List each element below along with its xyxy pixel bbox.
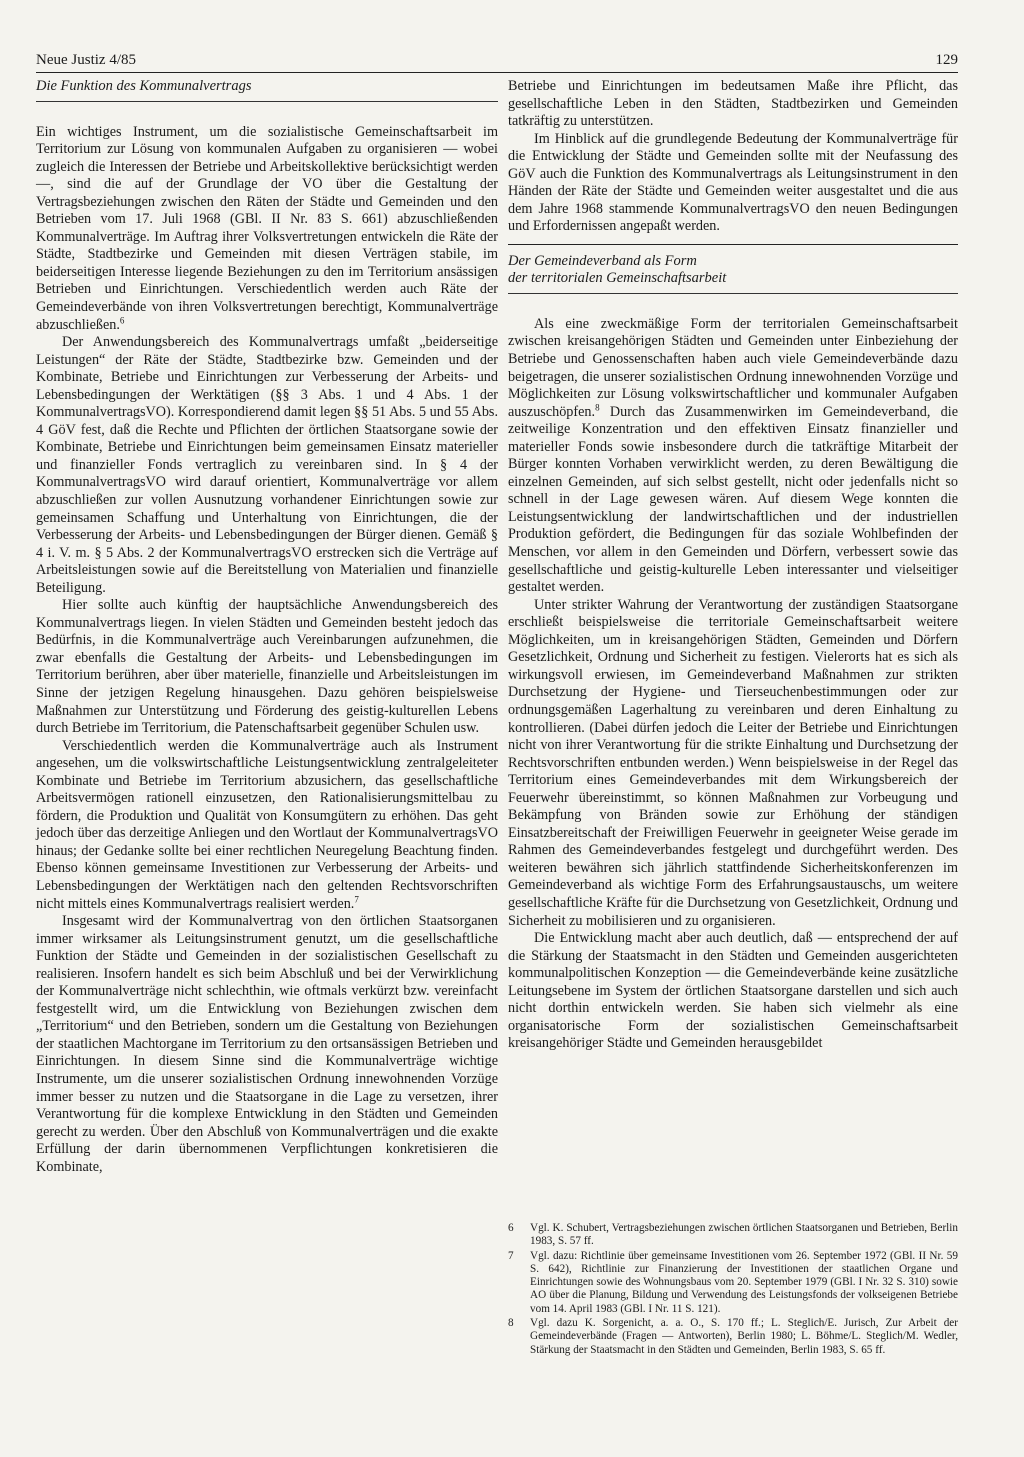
paragraph: Als eine zweckmäßige Form der territorialen Gemeinschaftsarbeit zwischen kreisangehörigen Städten und Gemeinden unter Einbeziehung der Betriebe und Genossenschaften haben auch viele Gemeindeverbände dazu beigetragen, die unserer sozialistischen Ordnung innewohnenden Vorzüge und Möglichkeiten zur Lösung volkswirtschaftlicher und kommunaler Aufgaben auszuschöpfen.$^8$ Durch das Zusammenwirken im Gemeindeverband, die zeitweilige Konzentration und den effektiven Einsatz finanzieller und materieller Fonds sowie insbesondere durch die tatkräftige Mitarbeit der Bürger konnten Vorhaben verwirklicht werden, zu deren Bewältigung die einzelnen Gemeinden, auf sich selbst gestellt, nicht oder jedenfalls nicht so schnell in der Lage gewesen wären. Auf diesem Wege konnten die Leistungsentwicklung der landwirtschaftlichen und der industriellen Produktion gefördert, die Bedingungen für das soziale Wohlbefinden der Menschen, vor allem in den Gemeinden und Dörfern, verbessert sowie das gesellschaftliche und geistig-kulturelle Leben interessanter und vielseitiger gestaltet werden.	[508, 315, 958, 596]
right-column	[508, 78, 958, 1053]
paragraph: Im Hinblick auf die grundlegende Bedeutung der Kommunalverträge für die Entwicklung der Städte und Gemeinden sollte mit der Neufassung des GöV auch die Funktion des Kommunalvertrags als Leitungsinstrument in den Händen der Räte der Städte und Gemeinden weiter ausgestaltet und die aus dem Jahre 1968 stammende KommunalvertragsVO den neuen Bedingungen und Erfordernissen angepaßt werden.	[508, 130, 958, 235]
footnote: 8 Vgl. dazu K. Sorgenicht, a. a. O., S. 170 ff.; L. Steglich/E. Jurisch, Zur Arbeit der Gemeindeverbände (Fragen — Antworten), Berlin 1980; L. Böhme/L. Steglich/M. Wedler, Stärkung der Staatsmacht in den Städten und Gemeinden, Berlin 1983, S. 65 ff.	[508, 1317, 958, 1356]
paragraph: Insgesamt wird der Kommunalvertrag von den örtlichen Staatsorganen immer wirksamer als Leitungsinstrument genutzt, um die gesellschaftliche Funktion der Städte und Gemeinden in der sozialistischen Gesellschaft zu realisieren. Insofern handelt es sich beim Abschluß und bei der Verwirklichung der Kommunalverträge nicht schlechthin, wie oftmals verkürzt bzw. vereinfacht festgestellt wird, um die Entwicklung von Beziehungen zwischen dem „Territorium“ und den Betrieben, sondern um die Gestaltung von Beziehungen der staatlichen Machtorgane im Territorium zu den ortsansässigen Betrieben und Einrichtungen. In diesem Sinne sind die Kommunalverträge wichtige Instrumente, um die unserer sozialistischen Ordnung innewohnenden Vorzüge immer besser zu nutzen und die Staatsorgane in die Lage zu versetzen, ihrer Verantwortung für die komplexe Entwicklung in den Städten und Gemeinden gerecht zu werden. Über den Abschluß von Kommunalverträgen und die exakte Erfüllung der darin übernommenen Verpflichtungen konkretisieren die Kombinate,	[36, 913, 498, 1175]
paragraph: Verschiedentlich werden die Kommunalverträge auch als Instrument angesehen, um die volkswirtschaftliche Leistungsentwicklung zentralgeleiteter Kombinate und Betriebe im Territorium abzusichern, das gesellschaftliche Arbeitsvermögen rationell einzusetzen, den Rationalisierungsmittelbau zu fördern, die Produktion und Qualität von Konsumgütern zu erhöhen. Das geht jedoch über das derzeitige Anliegen und den Wortlaut der KommunalvertragsVO hinaus; der Gedanke sollte bei einer rechtlichen Neuregelung Beachtung finden. Ebenso können gemeinsame Investitionen zur Verbesserung der Arbeits- und Lebensbedingungen der Werktätigen nach den geltenden Rechtsvorschriften nicht mittels eines Kommunalvertrags realisiert werden.$^7$	[36, 737, 498, 912]
paragraph: Betriebe und Einrichtungen im bedeutsamen Maße ihre Pflicht, das gesellschaftliche Leben in den Städten, Stadtbezirken und Gemeinden tatkräftig zu unterstützen.	[508, 78, 958, 130]
footnote-number: 7	[508, 1249, 514, 1262]
left-column	[36, 78, 498, 1176]
page-header	[36, 50, 958, 73]
paragraph: Die Entwicklung macht aber auch deutlich, daß — entsprechend der auf die Stärkung der Staatsmacht in den Städten und Gemeinden ausgerichteten kommunalpolitischen Konzeption — die Gemeindeverbände keine zusätzliche Leitungsebene im System der örtlichen Staatsorgane darstellen und sich auch nicht dorthin entwickeln werden. Sie haben sich vielmehr als eine organisatorische Form der sozialistischen Gemeinschaftsarbeit kreisangehöriger Städte und Gemeinden herausgebildet	[508, 930, 958, 1052]
section-heading-gemeindeverband: Der Gemeindeverband als Form der territorialen Gemeinschaftsarbeit	[508, 244, 958, 294]
section-heading-kommunalvertrag: Die Funktion des Kommunalvertrags	[36, 78, 498, 102]
paragraph: Ein wichtiges Instrument, um die sozialistische Gemeinschaftsarbeit im Territorium zur Lösung von kommunalen Aufgaben zu organisieren — wobei zugleich die Interessen der Betriebe und Arbeitskollektive berücksichtigt werden —, sind die auf der Grundlage der VO über die Gestaltung der Vertragsbeziehungen zwischen den Räten der Städte und Gemeinden und den Betrieben vom 17. Juli 1968 (GBl. II Nr. 83 S. 661) abzuschließenden Kommunalverträge. Im Auftrag ihrer Volksvertretungen entwickeln die Räte der Städte, Stadtbezirke und Gemeinden mit diesen Verträgen stabile, im beiderseitigen Interesse liegende Beziehungen zu den im Territorium ansässigen Betrieben und Einrichtungen. Verschiedentlich werden auch Räte der Gemeindeverbände von ihren Volksvertretungen berechtigt, Kommunalverträge abzuschließen.$^6$	[36, 123, 498, 333]
footnote: 6 Vgl. K. Schubert, Vertragsbeziehungen zwischen örtlichen Staatsorganen und Betrieben, Berlin 1983, S. 57 ff.	[508, 1222, 958, 1248]
footnote-ref: 7	[354, 893, 359, 904]
footnotes	[508, 1222, 958, 1358]
footnote-number: 6	[508, 1222, 514, 1234]
footnote-number: 8	[508, 1317, 514, 1330]
footnote-ref: 8	[595, 401, 600, 412]
footnote-ref: 6	[119, 314, 125, 325]
journal-issue: Neue Justiz 4/85	[36, 52, 136, 68]
paragraph: Hier sollte auch künftig der hauptsächliche Anwendungsbereich des Kommunalvertrags liegen. In vielen Städten und Gemeinden besteht jedoch das Bedürfnis, in die Kommunalverträge auch Vereinbarungen aufzunehmen, die zwar ebenfalls die Gestaltung der Arbeits- und Lebensbedingungen im Territorium berühren, aber über materielle, finanzielle und Arbeitsleistungen im Sinne der jetzigen Regelung hinausgehen. Dazu gehören beispielsweise Maßnahmen zur Unterstützung und Förderung des geistig-kulturellen Lebens durch Betriebe im Territorium, die Patenschaftsarbeit gegenüber Schulen usw.	[36, 597, 498, 737]
footnote: 7 Vgl. dazu: Richtlinie über gemeinsame Investitionen vom 26. September 1972 (GBl. II Nr. 59 S. 642), Richtlinie zur Finanzierung der Investitionen der staatlichen Organe und Einrichtungen sowie des Wohnungsbaus vom 20. September 1979 (GBl. I Nr. 32 S. 310) sowie AO über die Planung, Bildung und Verwendung des Leistungsfonds der volkseigenen Betriebe vom 14. April 1983 (GBl. I Nr. 11 S. 121).	[508, 1249, 958, 1315]
paragraph: Unter strikter Wahrung der Verantwortung der zuständigen Staatsorgane erschließt beispielsweise die territoriale Gemeinschaftsarbeit weitere Möglichkeiten, um in kreisangehörigen Städten, Gemeinden und Dörfern Gesetzlichkeit, Ordnung und Sicherheit zu festigen. Vielerorts hat es sich als wirkungsvoll erwiesen, im Gemeindeverband Maßnahmen zur strikten Durchsetzung der Hygiene- und Tierseuchenbestimmungen oder zur ordnungsgemäßen Lagerhaltung zu vereinbaren und deren Einhaltung zu kontrollieren. (Dabei dürfen jedoch die Leiter der Betriebe und Einrichtungen nicht von ihrer Verantwortung für die strikte Einhaltung und Durchsetzung der Rechtsvorschriften entbunden werden.) Wenn beispielsweise in der Regel das Territorium eines Gemeindeverbandes mit dem Wirkungsbereich der Feuerwehr übereinstimmt, so können Maßnahmen zur Vorbeugung und Bekämpfung von Bränden sowie zur Erhöhung der ständigen Einsatzbereitschaft der Freiwilligen Feuerwehr in geeigneter Weise gerade im Rahmen des Gemeindeverbandes festgelegt und durchgeführt werden. Des weiteren bewähren sich jährlich stattfindende Sicherheitskonferenzen im Gemeindeverband als wichtige Form des Erfahrungsaustauschs, um weitere gesellschaftliche Kräfte für die Durchsetzung von Gesetzlichkeit, Ordnung und Sicherheit zu mobilisieren und zu organisieren.	[508, 596, 958, 929]
paragraph: Der Anwendungsbereich des Kommunalvertrags umfaßt „beiderseitige Leistungen“ der Räte der Städte, Stadtbezirke bzw. Gemeinden und der Kombinate, Betriebe und Einrichtungen zur Verbesserung der Arbeits- und Lebensbedingungen der Werktätigen (§§ 3 Abs. 1 und 4 Abs. 1 der KommunalvertragsVO). Korrespondierend damit legen §§ 51 Abs. 5 und 55 Abs. 4 GöV fest, daß die Rechte und Pflichten der örtlichen Staatsorgane sowie der Kombinate, Betriebe und Einrichtungen beim gemeinsamen Einsatz materieller und finanzieller Fonds vertraglich zu vereinbaren sind. In § 4 der KommunalvertragsVO wird darauf orientiert, Kommunalverträge vor allem abzuschließen zur vollen Ausnutzung vorhandener Einrichtungen sowie zur gemeinsamen Schaffung und Unterhaltung von Einrichtungen, die der Verbesserung der Arbeits- und Lebensbedingungen der Bürger dienen. Gemäß § 4 i. V. m. § 5 Abs. 2 der KommunalvertragsVO erstrecken sich die Verträge auf Arbeitsleistungen sowie auf die Bereitstellung von Materialien und finanzielle Beteiligung.	[36, 334, 498, 596]
page-number: 129	[935, 52, 958, 68]
